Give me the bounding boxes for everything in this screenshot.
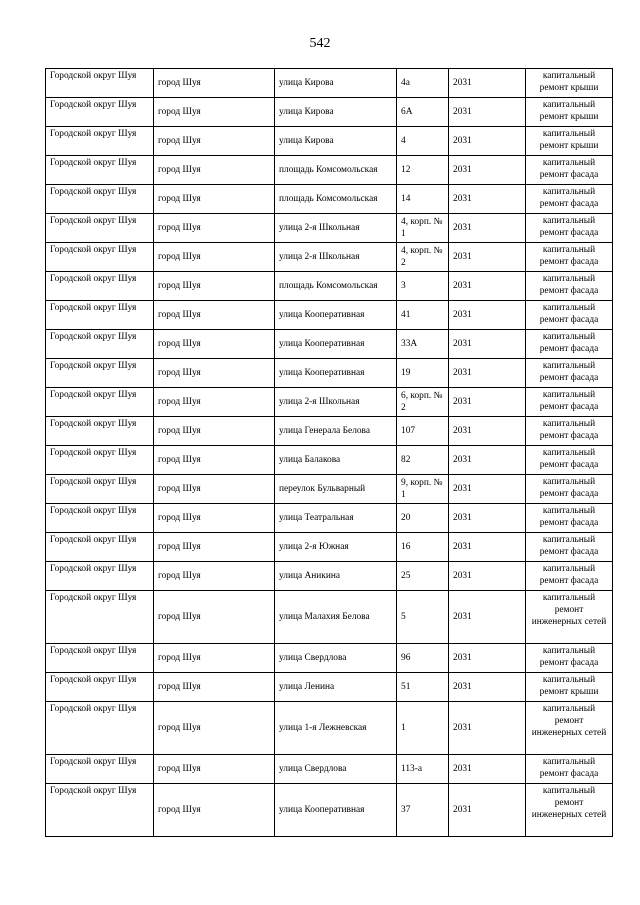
street-cell: улица Генерала Белова: [275, 417, 397, 446]
year-cell: 2031: [449, 330, 526, 359]
year-cell: 2031: [449, 755, 526, 784]
city-cell: город Шуя: [154, 755, 275, 784]
year-cell: 2031: [449, 784, 526, 837]
district-cell: Городской округ Шуя: [46, 98, 154, 127]
street-cell: улица Кирова: [275, 127, 397, 156]
house-number-cell: 1: [397, 702, 449, 755]
year-cell: 2031: [449, 185, 526, 214]
city-cell: город Шуя: [154, 644, 275, 673]
city-cell: город Шуя: [154, 533, 275, 562]
work-type-cell: капитальный ремонт крыши: [526, 69, 613, 98]
house-number-cell: 5: [397, 591, 449, 644]
work-type-cell: капитальный ремонт крыши: [526, 98, 613, 127]
street-cell: улица 2-я Школьная: [275, 214, 397, 243]
street-cell: улица Кооперативная: [275, 359, 397, 388]
year-cell: 2031: [449, 243, 526, 272]
house-number-cell: 113-а: [397, 755, 449, 784]
house-number-cell: 6А: [397, 98, 449, 127]
district-cell: Городской округ Шуя: [46, 272, 154, 301]
street-cell: площадь Комсомольская: [275, 185, 397, 214]
district-cell: Городской округ Шуя: [46, 446, 154, 475]
work-type-cell: капитальный ремонт инженерных сетей: [526, 702, 613, 755]
table-row: [46, 330, 613, 359]
work-type-cell: капитальный ремонт фасада: [526, 533, 613, 562]
year-cell: 2031: [449, 301, 526, 330]
table-row: [46, 69, 613, 98]
year-cell: 2031: [449, 388, 526, 417]
city-cell: город Шуя: [154, 475, 275, 504]
work-type-cell: капитальный ремонт фасада: [526, 644, 613, 673]
house-number-cell: 4: [397, 127, 449, 156]
street-cell: площадь Комсомольская: [275, 156, 397, 185]
street-cell: улица Кооперативная: [275, 301, 397, 330]
table-row: [46, 388, 613, 417]
table-row: [46, 214, 613, 243]
city-cell: город Шуя: [154, 562, 275, 591]
city-cell: город Шуя: [154, 359, 275, 388]
table-row: [46, 755, 613, 784]
street-cell: улица 2-я Школьная: [275, 388, 397, 417]
house-number-cell: 4, корп. № 2: [397, 243, 449, 272]
year-cell: 2031: [449, 156, 526, 185]
table-row: [46, 475, 613, 504]
district-cell: Городской округ Шуя: [46, 330, 154, 359]
house-number-cell: 33А: [397, 330, 449, 359]
city-cell: город Шуя: [154, 504, 275, 533]
house-number-cell: 41: [397, 301, 449, 330]
year-cell: 2031: [449, 702, 526, 755]
district-cell: Городской округ Шуя: [46, 388, 154, 417]
table-row: [46, 644, 613, 673]
house-number-cell: 4а: [397, 69, 449, 98]
table-row: [46, 533, 613, 562]
city-cell: город Шуя: [154, 127, 275, 156]
year-cell: 2031: [449, 272, 526, 301]
year-cell: 2031: [449, 98, 526, 127]
city-cell: город Шуя: [154, 702, 275, 755]
table-row: [46, 417, 613, 446]
table-row: [46, 156, 613, 185]
work-type-cell: капитальный ремонт фасада: [526, 185, 613, 214]
city-cell: город Шуя: [154, 388, 275, 417]
street-cell: переулок Бульварный: [275, 475, 397, 504]
house-number-cell: 14: [397, 185, 449, 214]
city-cell: город Шуя: [154, 156, 275, 185]
house-number-cell: 51: [397, 673, 449, 702]
street-cell: улица 1-я Лежневская: [275, 702, 397, 755]
year-cell: 2031: [449, 69, 526, 98]
year-cell: 2031: [449, 446, 526, 475]
house-number-cell: 96: [397, 644, 449, 673]
district-cell: Городской округ Шуя: [46, 673, 154, 702]
street-cell: улица Свердлова: [275, 644, 397, 673]
year-cell: 2031: [449, 673, 526, 702]
house-number-cell: 16: [397, 533, 449, 562]
work-type-cell: капитальный ремонт фасада: [526, 243, 613, 272]
street-cell: улица Аникина: [275, 562, 397, 591]
street-cell: улица Кооперативная: [275, 784, 397, 837]
city-cell: город Шуя: [154, 69, 275, 98]
city-cell: город Шуя: [154, 214, 275, 243]
district-cell: Городской округ Шуя: [46, 301, 154, 330]
repair-schedule-table: [45, 68, 613, 837]
table-row: [46, 185, 613, 214]
house-number-cell: 82: [397, 446, 449, 475]
year-cell: 2031: [449, 504, 526, 533]
work-type-cell: капитальный ремонт крыши: [526, 127, 613, 156]
house-number-cell: 9, корп. № 1: [397, 475, 449, 504]
page-number: 542: [309, 36, 331, 51]
district-cell: Городской округ Шуя: [46, 475, 154, 504]
district-cell: Городской округ Шуя: [46, 504, 154, 533]
work-type-cell: капитальный ремонт фасада: [526, 388, 613, 417]
city-cell: город Шуя: [154, 673, 275, 702]
street-cell: улица 2-я Школьная: [275, 243, 397, 272]
table-row: [46, 272, 613, 301]
work-type-cell: капитальный ремонт инженерных сетей: [526, 784, 613, 837]
work-type-cell: капитальный ремонт фасада: [526, 562, 613, 591]
year-cell: 2031: [449, 359, 526, 388]
year-cell: 2031: [449, 127, 526, 156]
street-cell: площадь Комсомольская: [275, 272, 397, 301]
table-row: [46, 702, 613, 755]
city-cell: город Шуя: [154, 243, 275, 272]
work-type-cell: капитальный ремонт фасада: [526, 755, 613, 784]
house-number-cell: 6, корп. № 2: [397, 388, 449, 417]
district-cell: Городской округ Шуя: [46, 156, 154, 185]
house-number-cell: 4, корп. № 1: [397, 214, 449, 243]
table-row: [46, 784, 613, 837]
work-type-cell: капитальный ремонт фасада: [526, 417, 613, 446]
house-number-cell: 20: [397, 504, 449, 533]
year-cell: 2031: [449, 214, 526, 243]
table-row: [46, 127, 613, 156]
work-type-cell: капитальный ремонт фасада: [526, 301, 613, 330]
table-row: [46, 673, 613, 702]
table-row: [46, 243, 613, 272]
work-type-cell: капитальный ремонт фасада: [526, 214, 613, 243]
district-cell: Городской округ Шуя: [46, 359, 154, 388]
street-cell: улица Балакова: [275, 446, 397, 475]
work-type-cell: капитальный ремонт фасада: [526, 446, 613, 475]
work-type-cell: капитальный ремонт инженерных сетей: [526, 591, 613, 644]
district-cell: Городской округ Шуя: [46, 562, 154, 591]
work-type-cell: капитальный ремонт фасада: [526, 475, 613, 504]
street-cell: улица Свердлова: [275, 755, 397, 784]
district-cell: Городской округ Шуя: [46, 185, 154, 214]
street-cell: улица Кирова: [275, 98, 397, 127]
city-cell: город Шуя: [154, 417, 275, 446]
house-number-cell: 107: [397, 417, 449, 446]
house-number-cell: 37: [397, 784, 449, 837]
table-row: [46, 98, 613, 127]
district-cell: Городской округ Шуя: [46, 127, 154, 156]
city-cell: город Шуя: [154, 784, 275, 837]
street-cell: улица Ленина: [275, 673, 397, 702]
district-cell: Городской округ Шуя: [46, 591, 154, 644]
street-cell: улица Малахия Белова: [275, 591, 397, 644]
table-row: [46, 359, 613, 388]
city-cell: город Шуя: [154, 301, 275, 330]
house-number-cell: 3: [397, 272, 449, 301]
district-cell: Городской округ Шуя: [46, 755, 154, 784]
year-cell: 2031: [449, 533, 526, 562]
table-row: [46, 591, 613, 644]
work-type-cell: капитальный ремонт фасада: [526, 359, 613, 388]
city-cell: город Шуя: [154, 185, 275, 214]
district-cell: Городской округ Шуя: [46, 243, 154, 272]
work-type-cell: капитальный ремонт фасада: [526, 272, 613, 301]
district-cell: Городской округ Шуя: [46, 644, 154, 673]
city-cell: город Шуя: [154, 98, 275, 127]
street-cell: улица Кирова: [275, 69, 397, 98]
table-row: [46, 446, 613, 475]
year-cell: 2031: [449, 562, 526, 591]
district-cell: Городской округ Шуя: [46, 69, 154, 98]
table-body: [46, 69, 613, 837]
city-cell: город Шуя: [154, 591, 275, 644]
table-row: [46, 562, 613, 591]
city-cell: город Шуя: [154, 272, 275, 301]
table-row: [46, 504, 613, 533]
work-type-cell: капитальный ремонт фасада: [526, 330, 613, 359]
year-cell: 2031: [449, 475, 526, 504]
district-cell: Городской округ Шуя: [46, 702, 154, 755]
district-cell: Городской округ Шуя: [46, 417, 154, 446]
city-cell: город Шуя: [154, 446, 275, 475]
year-cell: 2031: [449, 591, 526, 644]
year-cell: 2031: [449, 644, 526, 673]
district-cell: Городской округ Шуя: [46, 533, 154, 562]
district-cell: Городской округ Шуя: [46, 214, 154, 243]
work-type-cell: капитальный ремонт крыши: [526, 673, 613, 702]
house-number-cell: 12: [397, 156, 449, 185]
street-cell: улица Театральная: [275, 504, 397, 533]
district-cell: Городской округ Шуя: [46, 784, 154, 837]
house-number-cell: 25: [397, 562, 449, 591]
work-type-cell: капитальный ремонт фасада: [526, 504, 613, 533]
table-row: [46, 301, 613, 330]
work-type-cell: капитальный ремонт фасада: [526, 156, 613, 185]
street-cell: улица 2-я Южная: [275, 533, 397, 562]
house-number-cell: 19: [397, 359, 449, 388]
city-cell: город Шуя: [154, 330, 275, 359]
street-cell: улица Кооперативная: [275, 330, 397, 359]
year-cell: 2031: [449, 417, 526, 446]
